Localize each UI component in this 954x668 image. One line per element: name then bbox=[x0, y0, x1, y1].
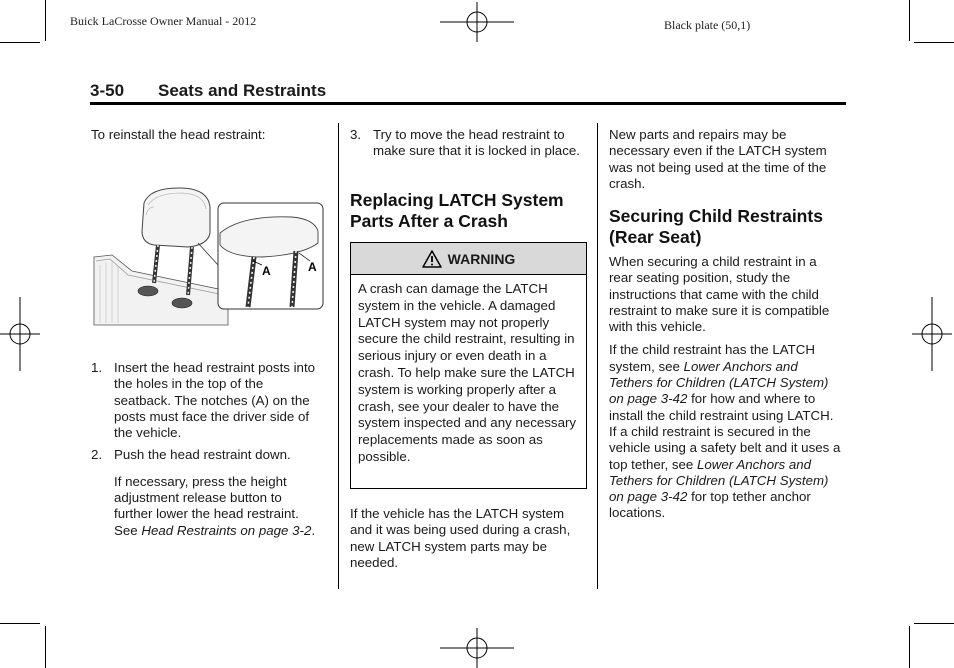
column-3-intro: New parts and repairs may be necessary even if the LATCH system was not being used at the time of the crash. bbox=[609, 127, 827, 191]
list-item bbox=[91, 360, 323, 441]
crop-mark bbox=[914, 42, 954, 43]
registration-mark-icon bbox=[440, 2, 514, 42]
registration-mark-icon bbox=[912, 297, 952, 371]
column-2 bbox=[350, 127, 588, 160]
section-heading: Securing Child Restraints (Rear Seat) bbox=[609, 206, 823, 247]
crop-mark bbox=[909, 0, 910, 41]
column-divider bbox=[597, 123, 598, 589]
paragraph bbox=[609, 342, 841, 521]
crop-mark bbox=[914, 623, 954, 624]
warning-box bbox=[350, 242, 587, 489]
registration-mark-icon bbox=[440, 628, 514, 668]
step-number: 2. bbox=[91, 447, 103, 463]
print-header-right: Black plate (50,1) bbox=[664, 18, 751, 32]
paragraph-text: for top tether anchor locations. bbox=[609, 489, 811, 521]
section-header bbox=[90, 80, 846, 105]
registration-mark-icon bbox=[0, 297, 40, 371]
column-1 bbox=[91, 127, 323, 150]
column-1-steps bbox=[91, 360, 323, 539]
print-header-left: Buick LaCrosse Owner Manual - 2012 bbox=[70, 14, 257, 28]
crop-mark bbox=[0, 42, 40, 43]
cross-reference-link[interactable]: Head Restraints on page 3-2 bbox=[141, 522, 312, 538]
column-3-body bbox=[609, 254, 841, 529]
paragraph-text: for how and where to install the child restraint using LATCH. If a child restraint is secured in the vehicle using a safety belt and it uses a top tether, see bbox=[609, 391, 841, 472]
step-text: Push the head restraint down. bbox=[114, 447, 291, 463]
warning-header bbox=[351, 243, 586, 275]
cross-reference-link[interactable]: Lower Anchors and Tethers for Children (LATCH System) on page 3-42 bbox=[609, 358, 829, 407]
warning-label: WARNING bbox=[447, 250, 516, 267]
column-divider bbox=[338, 123, 339, 589]
list-item bbox=[350, 127, 588, 160]
step-list bbox=[91, 360, 323, 464]
step-number: 1. bbox=[91, 360, 103, 375]
paragraph-text: If the child restraint has the LATCH system, see bbox=[609, 342, 815, 374]
paragraph: When securing a child restraint in a rear seating position, study the instructions that came with the child restraint to make sure it is compatible with this vehicle. bbox=[609, 254, 830, 335]
warning-triangle-icon bbox=[422, 250, 442, 268]
list-item bbox=[91, 447, 323, 463]
crop-mark bbox=[45, 626, 46, 668]
note-text: If necessary, press the height adjustment release button to further lower the head restraint. See bbox=[114, 473, 299, 538]
step-number: 3. bbox=[350, 127, 362, 142]
figure-label-a: A bbox=[308, 260, 317, 274]
step-list bbox=[350, 127, 588, 160]
step-text: Try to move the head restraint to make sure that it is locked in place. bbox=[373, 127, 580, 159]
intro-text: To reinstall the head restraint: bbox=[91, 127, 266, 142]
head-restraint-illustration bbox=[92, 185, 325, 327]
crop-mark bbox=[909, 626, 910, 668]
step-text: Insert the head restraint posts into the holes in the top of the seatback. The notches (A) on the posts must face the driver side of the vehicle. bbox=[114, 360, 316, 441]
after-warning-text: If the vehicle has the LATCH system and it was being used during a crash, new LATCH system parts may be needed. bbox=[350, 506, 571, 570]
warning-text: A crash can damage the LATCH system in the vehicle. A damaged LATCH system may not properly secure the child restraint, resulting in serious injury or even death in a crash. To help make sure the LATCH system is working properly after a crash, see your dealer to have the system inspected and any necessary replacements made as soon as possible. bbox=[358, 281, 577, 464]
note-paragraph bbox=[91, 474, 323, 539]
cross-reference-link[interactable]: Lower Anchors and Tethers for Children (LATCH System) on page 3-42 bbox=[609, 456, 829, 505]
note-end: . bbox=[311, 522, 316, 538]
crop-mark bbox=[45, 0, 46, 41]
section-title: Seats and Restraints bbox=[158, 81, 327, 100]
page-number: 3-50 bbox=[90, 81, 125, 100]
crop-mark bbox=[0, 623, 40, 624]
section-heading: Replacing LATCH System Parts After a Crash bbox=[350, 190, 564, 231]
figure-label-a: A bbox=[262, 264, 271, 278]
